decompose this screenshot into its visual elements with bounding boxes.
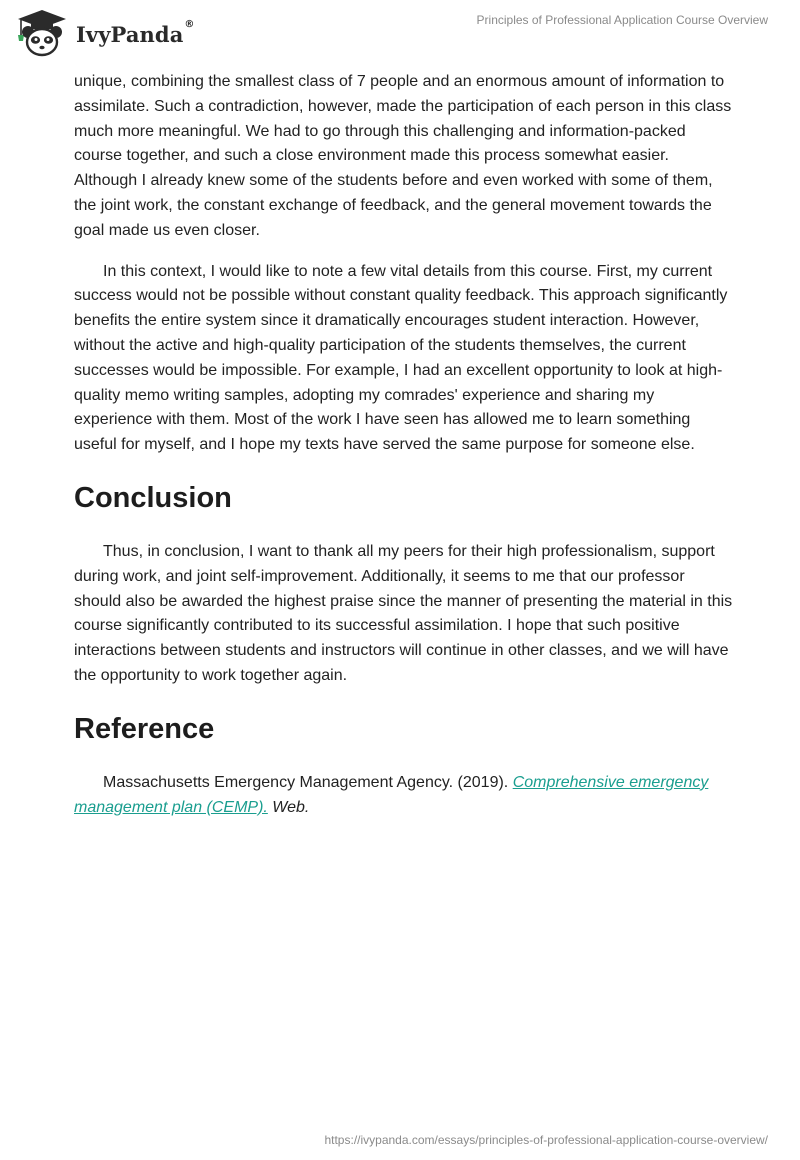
brand-logo[interactable]: [14, 8, 195, 58]
reference-heading: Reference: [74, 712, 215, 745]
essay-content: [74, 70, 734, 820]
reference-prefix: Massachusetts Emergency Management Agency. (2019).: [103, 773, 513, 791]
registered-mark: ®: [184, 18, 195, 30]
reference-suffix: Web.: [267, 798, 310, 816]
intro-paragraph: unique, combining the smallest class of 7 people and an enormous amount of information to assimilate. Such a contradiction, however, made the participation of each person in this class much more meaningful. We had to go through this challenging and information-packed course together, and such a close environment made this process somewhat easier. Although I already knew some of the students before and even worked with some of them, the joint work, the constant exchange of feedback, and the general movement towards the goal made us even closer.: [74, 73, 732, 239]
conclusion-heading: Conclusion: [74, 481, 232, 514]
reference-link[interactable]: Comprehensive emergency management plan (CEMP).: [74, 773, 709, 816]
context-paragraph: In this context, I would like to note a few vital details from this course. First, my current success would not be possible without constant quality feedback. This approach significantly benefits the entire system since it dramatically encourages student interaction. However, without the active and high-quality participation of the students themselves, the current successes would be impossible. For example, I had an excellent opportunity to look at high-quality memo writing samples, adopting my comrades' experience and sharing my experience with them. Most of the work I have seen has allowed me to learn something useful for myself, and I hope my texts have served the same purpose for someone else.: [74, 262, 728, 454]
panda-graduate-icon: [14, 8, 70, 58]
footer-url[interactable]: https://ivypanda.com/essays/principles-of-professional-application-course-overview/: [324, 1133, 768, 1147]
reference-entry: [74, 771, 734, 821]
page-header: [0, 0, 800, 64]
brand-name: IvyPanda®: [76, 18, 195, 47]
conclusion-paragraph: Thus, in conclusion, I want to thank all my peers for their high professionalism, support during work, and joint self-improvement. Additionally, it seems to me that our professor should also be awarded the highest praise since the manner of presenting the material in this course significantly contributed to its successful assimilation. I hope that such positive interactions between students and instructors will continue in other classes, and we will have the opportunity to work together again.: [74, 542, 733, 684]
document-title: Principles of Professional Application Course Overview: [476, 13, 768, 27]
